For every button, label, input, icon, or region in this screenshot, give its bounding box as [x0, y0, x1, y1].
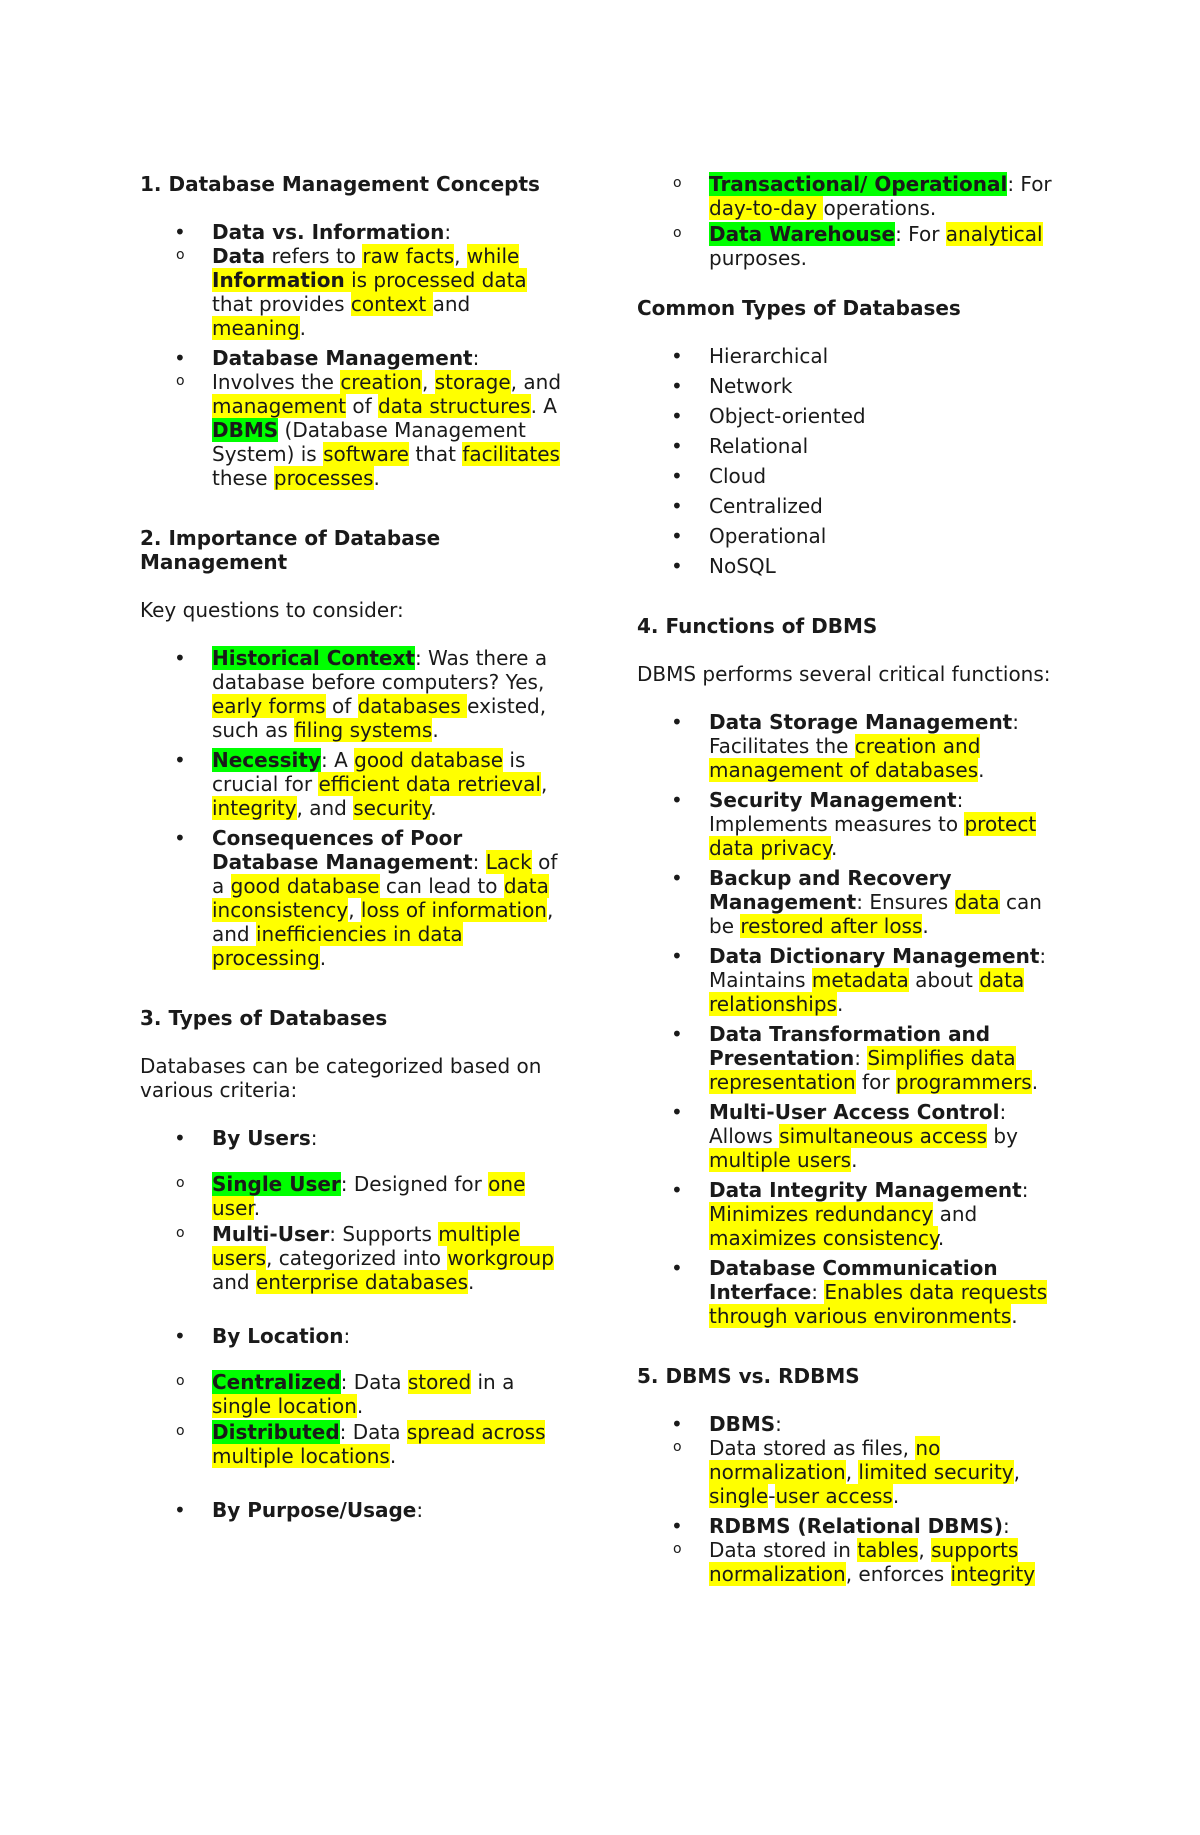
- text-run: user access: [775, 1484, 893, 1508]
- text-run: :: [854, 1046, 868, 1070]
- text-run: filing systems: [294, 718, 433, 742]
- common-type-item: • Hierarchical: [637, 344, 1067, 368]
- text-run: . A: [530, 394, 557, 418]
- function-item: [637, 866, 1067, 938]
- text-run: :: [472, 850, 486, 874]
- common-types-list: [637, 344, 1067, 578]
- text-run: stored: [407, 1370, 472, 1394]
- text-run: facilitates: [462, 442, 560, 466]
- text-run: .: [468, 1270, 475, 1294]
- text-run: .: [430, 796, 437, 820]
- text-run: .: [836, 992, 844, 1016]
- text-run: .: [851, 1148, 858, 1172]
- common-types-title: Common Types of Databases: [637, 296, 961, 320]
- text-run: : Ensures: [856, 890, 955, 914]
- text-run: , categorized into: [266, 1246, 448, 1270]
- text-run: .: [253, 1196, 261, 1220]
- section-1-title: 1. Database Management Concepts: [140, 172, 540, 196]
- text-run: good database: [354, 748, 504, 772]
- function-item: [637, 710, 1067, 782]
- text-run: .: [922, 914, 929, 938]
- text-run: programmers: [895, 1070, 1032, 1094]
- section-4-intro: DBMS performs several critical functions:: [637, 662, 1051, 686]
- sub-item: [637, 1436, 1067, 1508]
- text-run: ,: [918, 1538, 932, 1562]
- section-5-list: [637, 1412, 1067, 1586]
- text-run: : Facilitates the: [709, 710, 1019, 758]
- text-run: Security Management: [709, 788, 957, 812]
- text-run: Data stored as files,: [709, 1436, 916, 1460]
- bullet-head: RDBMS (Relational DBMS): [709, 1514, 1003, 1538]
- text-run: integrity: [950, 1562, 1036, 1586]
- text-run: management: [212, 394, 346, 418]
- text-run: security: [353, 796, 431, 820]
- text-run: , and: [212, 898, 554, 946]
- text-run: .: [1031, 1070, 1039, 1094]
- text-run: Minimizes redundancy: [709, 1202, 934, 1226]
- text-run: data relationships: [709, 968, 1025, 1016]
- text-run: : For: [895, 222, 946, 246]
- section-2-intro: Key questions to consider:: [140, 598, 404, 622]
- text-run: .: [978, 758, 985, 782]
- text-run: storage: [434, 370, 511, 394]
- text-run: ,: [540, 772, 548, 796]
- text-run: .: [373, 466, 380, 490]
- text-run: is processed data: [344, 268, 527, 292]
- sub-item: [140, 1370, 570, 1418]
- text-run: supports normalization: [709, 1538, 1019, 1586]
- text-run: Data Transformation and Presentation: [709, 1022, 991, 1070]
- text-run: meaning: [212, 316, 300, 340]
- text-run: raw facts: [362, 244, 455, 268]
- section-4-title: 4. Functions of DBMS: [637, 614, 878, 638]
- text-run: that: [408, 442, 463, 466]
- text-run: Simplifies data representation: [709, 1046, 1016, 1094]
- text-run: spread across multiple locations: [212, 1420, 546, 1468]
- common-type-item: • Object-oriented: [637, 404, 1067, 428]
- function-item: [637, 788, 1067, 860]
- right-column: [637, 172, 1067, 1592]
- text-run: operations.: [823, 196, 937, 220]
- text-run: : Data: [340, 1370, 408, 1394]
- text-run: : Allows: [709, 1100, 1007, 1148]
- function-item: [637, 1178, 1067, 1250]
- text-run: simultaneous access: [779, 1124, 988, 1148]
- text-run: integrity: [212, 796, 297, 820]
- list-item: [140, 826, 570, 970]
- text-run: metadata: [811, 968, 909, 992]
- text-run: and: [212, 1270, 256, 1294]
- text-run: existed, such as: [212, 694, 547, 742]
- text-run: single: [709, 1484, 769, 1508]
- text-run: : For: [1007, 172, 1052, 196]
- text-run: , and: [296, 796, 354, 820]
- text-run: ,: [348, 898, 361, 922]
- bullet-head: By Purpose/Usage: [212, 1498, 417, 1522]
- text-run: Transactional/ Operational: [709, 172, 1008, 196]
- bullet-head: Data vs. Information: [212, 220, 445, 244]
- text-run: : Was there a database before computers? Yes,: [212, 646, 548, 694]
- function-item: [637, 1022, 1067, 1094]
- bullet-by-purpose: • By Purpose/Usage:: [140, 1498, 570, 1522]
- common-type-item: • Network: [637, 374, 1067, 398]
- bullet-head: Database Management: [212, 346, 473, 370]
- text-run: efficient data retrieval: [318, 772, 541, 796]
- sub-item: [637, 172, 1067, 220]
- bullet-by-users: • By Users: o Single User: Designed for one user. o Multi-User: Supports multiple users, categorized into workgroup and enterprise databases.: [140, 1126, 570, 1318]
- text-run: Historical Context: [212, 646, 415, 670]
- common-type-item: • Operational: [637, 524, 1067, 548]
- common-type-item: • Relational: [637, 434, 1067, 458]
- list-item: [140, 646, 570, 742]
- text-run: Lack: [485, 850, 532, 874]
- bullet-head: DBMS: [709, 1412, 776, 1436]
- text-run: .: [356, 1394, 364, 1418]
- text-run: protect data privacy: [709, 812, 1037, 860]
- text-run: .: [389, 1444, 397, 1468]
- left-column: [140, 172, 570, 1528]
- sub-item: [140, 1172, 570, 1220]
- text-run: .: [892, 1484, 900, 1508]
- sub-item: [140, 370, 570, 490]
- text-run: about: [908, 968, 980, 992]
- text-run: Necessity: [212, 748, 321, 772]
- text-run: .: [299, 316, 307, 340]
- text-run: ,: [1013, 1460, 1020, 1484]
- section-3-title: 3. Types of Databases: [140, 1006, 388, 1030]
- text-run: data: [954, 890, 1000, 914]
- text-run: good database: [230, 874, 380, 898]
- bullet-database-management: • Database Management: o Involves the creation, storage, and management of data structures. A DBMS (Database Management System) is software that facilitates these processes.: [140, 346, 570, 490]
- text-run: : Designed for: [340, 1172, 489, 1196]
- text-run: Database Communication Interface: [709, 1256, 998, 1304]
- text-run: in a: [471, 1370, 515, 1394]
- text-run: Data: [212, 244, 266, 268]
- text-run: Involves the: [212, 370, 341, 394]
- bullet-dbms: • DBMS: o Data stored as files, no normalization, limited security, single-user access.: [637, 1412, 1067, 1508]
- common-type-item: • NoSQL: [637, 554, 1067, 578]
- text-run: of: [345, 394, 378, 418]
- text-run: -: [768, 1484, 776, 1508]
- text-run: Multi-User Access Control: [709, 1100, 1000, 1124]
- text-run: enterprise databases: [255, 1270, 469, 1294]
- text-run: while: [466, 244, 520, 268]
- section-5-title: 5. DBMS vs. RDBMS: [637, 1364, 860, 1388]
- text-run: creation: [340, 370, 422, 394]
- text-run: Centralized: [212, 1370, 341, 1394]
- text-run: .: [1011, 1304, 1018, 1328]
- text-run: is crucial for: [212, 748, 526, 796]
- text-run: of: [325, 694, 358, 718]
- text-run: limited security: [858, 1460, 1014, 1484]
- text-run: of a: [212, 850, 558, 898]
- text-run: : Data: [339, 1420, 407, 1444]
- text-run: : Implements measures to: [709, 788, 965, 836]
- text-run: day-to-day: [709, 196, 824, 220]
- text-run: early forms: [212, 694, 326, 718]
- text-run: single location: [212, 1394, 357, 1418]
- text-run: Consequences of Poor Database Management: [212, 826, 473, 874]
- text-run: can be: [709, 890, 1042, 938]
- text-run: , enforces: [845, 1562, 951, 1586]
- text-run: maximizes consistency: [709, 1226, 938, 1250]
- text-run: Single User: [212, 1172, 341, 1196]
- text-run: (Database Management System) is: [212, 418, 526, 466]
- bullet-head: By Location: [212, 1324, 344, 1348]
- common-type-item: • Centralized: [637, 494, 1067, 518]
- text-run: that provides: [212, 292, 351, 316]
- text-run: context: [350, 292, 433, 316]
- bullet-by-location: • By Location: o Centralized: Data stored in a single location. o Distributed: Data spread across multiple locations.: [140, 1324, 570, 1492]
- text-run: :: [1021, 1178, 1029, 1202]
- text-run: databases: [357, 694, 468, 718]
- section-3-intro: Databases can be categorized based on various criteria:: [140, 1054, 542, 1102]
- bullet-head: By Users: [212, 1126, 311, 1150]
- text-run: Distributed: [212, 1420, 340, 1444]
- sub-item: [140, 1420, 570, 1468]
- text-run: inefficiencies in data processing: [212, 922, 463, 970]
- text-run: Information: [212, 268, 345, 292]
- function-item: [637, 944, 1067, 1016]
- text-run: : A: [320, 748, 355, 772]
- sub-item: [637, 222, 1067, 270]
- text-run: Data Dictionary Management: [709, 944, 1040, 968]
- text-run: : Maintains: [709, 944, 1047, 992]
- text-run: ,: [845, 1460, 859, 1484]
- text-run: workgroup: [447, 1246, 554, 1270]
- text-run: data inconsistency: [212, 874, 549, 922]
- common-type-item: • Cloud: [637, 464, 1067, 488]
- function-item: [637, 1256, 1067, 1328]
- text-run: .: [830, 836, 838, 860]
- text-run: one user: [212, 1172, 526, 1220]
- text-run: ,: [454, 244, 467, 268]
- text-run: Multi-User: [212, 1222, 330, 1246]
- sub-item: [140, 244, 570, 340]
- text-run: by: [987, 1124, 1018, 1148]
- text-run: and: [933, 1202, 978, 1226]
- text-run: DBMS: [212, 418, 279, 442]
- text-run: loss of information: [360, 898, 547, 922]
- sub-item: [637, 1538, 1067, 1586]
- text-run: these: [212, 466, 274, 490]
- text-run: multiple users: [709, 1148, 852, 1172]
- text-run: : Supports: [329, 1222, 439, 1246]
- section-4-list: [637, 710, 1067, 1328]
- function-item: [637, 1100, 1067, 1172]
- text-run: analytical: [945, 222, 1043, 246]
- text-run: , and: [510, 370, 562, 394]
- text-run: restored after loss: [740, 914, 923, 938]
- text-run: Enables data requests through various environments: [709, 1280, 1048, 1328]
- text-run: data structures: [377, 394, 531, 418]
- text-run: can lead to: [379, 874, 504, 898]
- text-run: multiple users: [212, 1222, 520, 1270]
- text-run: .: [319, 946, 327, 970]
- text-run: software: [323, 442, 409, 466]
- text-run: ,: [421, 370, 435, 394]
- list-item: [140, 748, 570, 820]
- text-run: :: [811, 1280, 825, 1304]
- text-run: for: [855, 1070, 896, 1094]
- text-run: refers to: [265, 244, 363, 268]
- text-run: processes: [273, 466, 374, 490]
- section-3-list: [140, 1126, 570, 1522]
- sub-item: [140, 1222, 570, 1294]
- text-run: tables: [857, 1538, 919, 1562]
- bullet-rdbms: • RDBMS (Relational DBMS): o Data stored in tables, supports normalization, enforces integrity: [637, 1514, 1067, 1586]
- text-run: .: [937, 1226, 945, 1250]
- text-run: and: [432, 292, 471, 316]
- text-run: Data Warehouse: [709, 222, 896, 246]
- section-2-title: 2. Importance of Database Management: [140, 526, 441, 574]
- text-run: no normalization: [709, 1436, 941, 1484]
- bullet-data-vs-information: • Data vs. Information: o Data refers to raw facts, while Information is processed data that provides context and meaning.: [140, 220, 570, 340]
- text-run: Data stored in: [709, 1538, 858, 1562]
- purpose-sub-list: [637, 172, 1067, 270]
- section-1-list: [140, 220, 570, 490]
- text-run: Data Integrity Management: [709, 1178, 1022, 1202]
- text-run: .: [432, 718, 439, 742]
- text-run: purposes.: [709, 246, 808, 270]
- text-run: Data Storage Management: [709, 710, 1013, 734]
- section-2-list: [140, 646, 570, 970]
- text-run: Backup and Recovery Management: [709, 866, 952, 914]
- text-run: creation and management of databases: [709, 734, 981, 782]
